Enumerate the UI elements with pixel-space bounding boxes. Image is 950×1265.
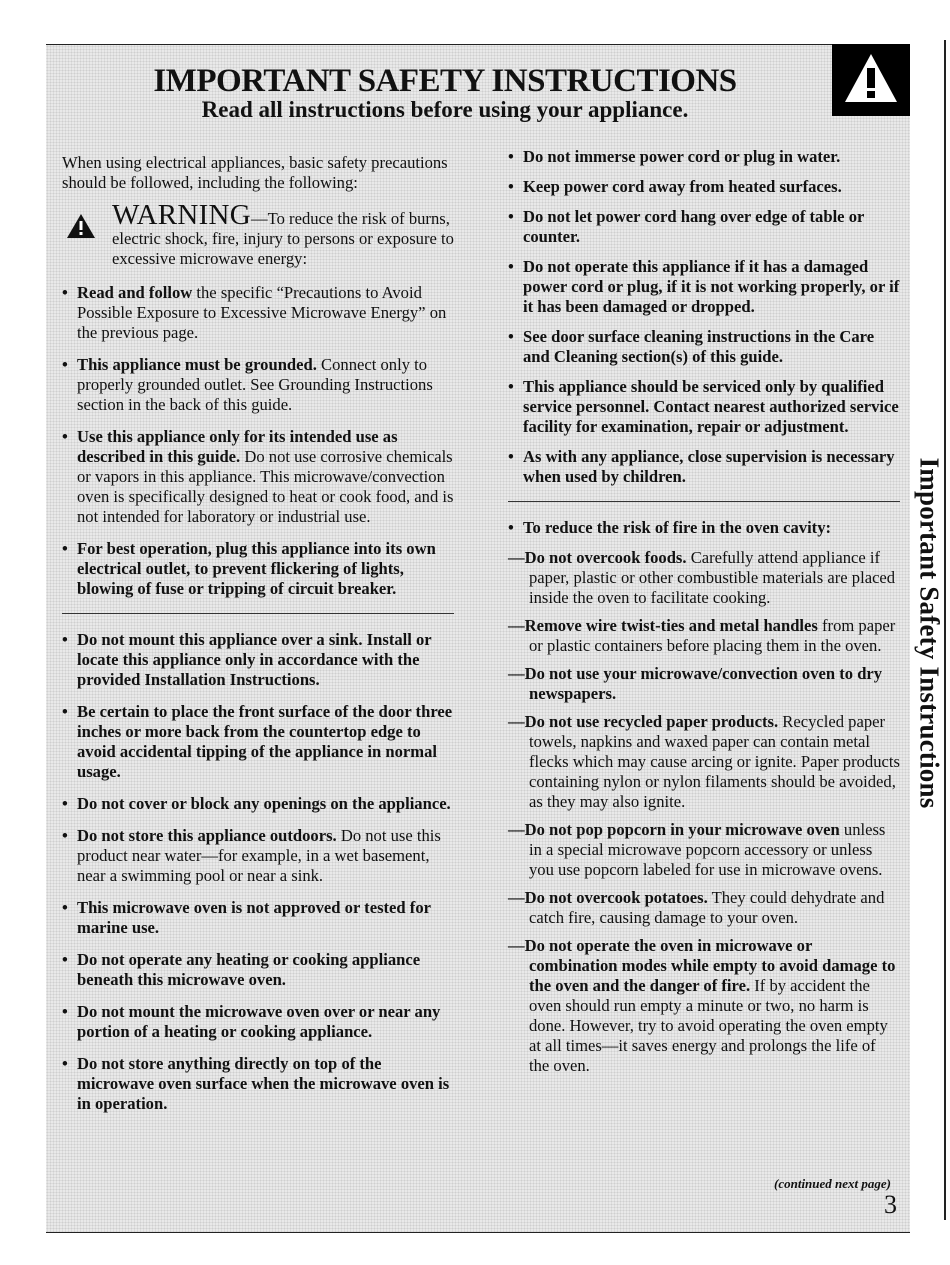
item-bold: —Do not overcook foods.: [508, 548, 687, 567]
item-text: Do not use this product near water—for example, in a wet basement, near a swimming pool or near a sink.: [77, 826, 441, 885]
list-item: [62, 950, 454, 990]
list-item: [508, 712, 900, 812]
item-text: the specific “Precautions to Avoid Possible Exposure to Excessive Microwave Energy” on the previous page.: [77, 283, 447, 342]
warning-triangle-icon: [842, 50, 900, 108]
warning-text: —To reduce the risk of burns, electric shock, fire, injury to persons or exposure to excessive microwave energy:: [112, 209, 454, 268]
warning-block: [62, 199, 454, 269]
item-bold: This microwave oven is not approved or tested for marine use.: [77, 898, 431, 937]
item-bold: See door surface cleaning instructions in the Care and Cleaning section(s) of this guide.: [523, 327, 875, 366]
list-item: [62, 355, 454, 415]
list-item: [62, 898, 454, 938]
page-subtitle: Read all instructions before using your appliance.: [201, 97, 689, 122]
list-item: [508, 177, 900, 197]
section-divider: [508, 501, 900, 502]
left-list-a: [62, 283, 454, 599]
item-bold: Do not mount this appliance over a sink. Install or locate this appliance only in accordance with the provided Installation Instructions.: [77, 630, 432, 689]
list-item: [508, 548, 900, 608]
list-item: [508, 616, 900, 656]
item-bold: Do not let power cord hang over edge of table or counter.: [523, 207, 865, 246]
item-bold: Do not cover or block any openings on the appliance.: [77, 794, 451, 813]
item-bold: Do not operate any heating or cooking appliance beneath this microwave oven.: [77, 950, 421, 989]
item-bold: This appliance should be serviced only by qualified service personnel. Contact nearest authorized service facility for examination, repair or adjustment.: [523, 377, 899, 436]
item-text: unless in a special microwave popcorn accessory or unless you use popcorn labeled for use in microwave ovens.: [529, 820, 886, 879]
page-header: [60, 62, 830, 123]
fire-list: [508, 548, 900, 1076]
list-item: [508, 447, 900, 487]
item-text: Carefully attend appliance if paper, plastic or other combustible materials are placed inside the oven to facilitate cooking.: [529, 548, 896, 607]
item-bold: This appliance must be grounded.: [77, 355, 317, 374]
item-text: Do not use corrosive chemicals or vapors in this appliance. This microwave/convection oven is specifically designed to heat or cook food, and is not intended for laboratory or industrial use.: [77, 447, 454, 526]
item-bold: Be certain to place the front surface of the door three inches or more back from the countertop edge to avoid accidental tipping of the appliance in normal usage.: [77, 702, 453, 781]
item-bold: —Do not use your microwave/convection oven to dry newspapers.: [508, 664, 883, 703]
item-bold: —Do not use recycled paper products.: [508, 712, 779, 731]
left-column: [62, 153, 454, 1126]
continued-note: (continued next page): [774, 1176, 891, 1191]
item-text: from paper or plastic containers before placing them in the oven.: [529, 616, 896, 655]
item-text: They could dehydrate and catch fire, causing damage to your oven.: [529, 888, 885, 927]
fire-heading-text: To reduce the risk of fire in the oven cavity:: [523, 518, 832, 537]
warning-badge: [832, 44, 910, 116]
warning-symbol-icon: [66, 213, 96, 239]
item-bold: Read and follow: [77, 283, 193, 302]
page-title: IMPORTANT SAFETY INSTRUCTIONS: [153, 63, 737, 99]
right-list: [508, 147, 900, 487]
item-bold: —Do not operate the oven in microwave or combination modes while empty to avoid damage to the oven and the danger of fire.: [508, 936, 896, 995]
side-title-text: Important Safety Instructions: [914, 457, 945, 808]
list-item: [62, 539, 454, 599]
list-item: [508, 888, 900, 928]
item-bold: Use this appliance only for its intended use as described in this guide.: [77, 427, 398, 466]
item-bold: —Do not overcook potatoes.: [508, 888, 708, 907]
item-bold: For best operation, plug this appliance into its own electrical outlet, to prevent flickering of lights, blowing of fuse or tripping of circuit breaker.: [77, 539, 436, 598]
list-item: [508, 664, 900, 704]
item-text: Connect only to properly grounded outlet. See Grounding Instructions section in the back of this guide.: [77, 355, 433, 414]
list-item: [508, 207, 900, 247]
intro-text: When using electrical appliances, basic safety precautions should be followed, including the following:: [62, 153, 448, 192]
section-divider: [62, 613, 454, 614]
item-bold: —Remove wire twist-ties and metal handles: [508, 616, 818, 635]
page-number: 3: [884, 1190, 897, 1219]
fire-heading: [508, 518, 900, 538]
list-item: [508, 327, 900, 367]
list-item: [62, 1054, 454, 1114]
list-item: [508, 377, 900, 437]
item-bold: Do not store anything directly on top of the microwave oven surface when the microwave oven is in operation.: [77, 1054, 450, 1113]
item-text: If by accident the oven should run empty a minute or two, no harm is done. However, try to avoid operating the oven empty at all times—it saves energy and prolongs the life of the oven.: [529, 976, 888, 1075]
list-item: [62, 1002, 454, 1042]
side-section-title: [912, 445, 946, 820]
item-bold: Do not mount the microwave oven over or near any portion of a heating or cooking appliance.: [77, 1002, 441, 1041]
item-bold: Do not store this appliance outdoors.: [77, 826, 337, 845]
list-item: [62, 702, 454, 782]
item-bold: Keep power cord away from heated surfaces.: [523, 177, 842, 196]
warning-word: WARNING: [112, 199, 252, 231]
item-bold: Do not immerse power cord or plug in water.: [523, 147, 841, 166]
list-item: [62, 283, 454, 343]
list-item: [508, 820, 900, 880]
left-list-b: [62, 630, 454, 1114]
list-item: [62, 794, 454, 814]
item-bold: —Do not pop popcorn in your microwave oven: [508, 820, 840, 839]
item-bold: As with any appliance, close supervision is necessary when used by children.: [523, 447, 895, 486]
item-bold: Do not operate this appliance if it has a damaged power cord or plug, if it is not working properly, or if it has been damaged or dropped.: [523, 257, 900, 316]
list-item: [62, 826, 454, 886]
item-text: Recycled paper towels, napkins and waxed paper can contain metal flecks which may cause arcing or ignite. Paper products containing nylon or nylon filaments should be avoided, as they may also ignite.: [529, 712, 900, 811]
list-item: [62, 427, 454, 527]
list-item: [508, 147, 900, 167]
list-item: [62, 630, 454, 690]
right-column: [508, 147, 900, 1084]
list-item: [508, 936, 900, 1076]
list-item: [508, 257, 900, 317]
